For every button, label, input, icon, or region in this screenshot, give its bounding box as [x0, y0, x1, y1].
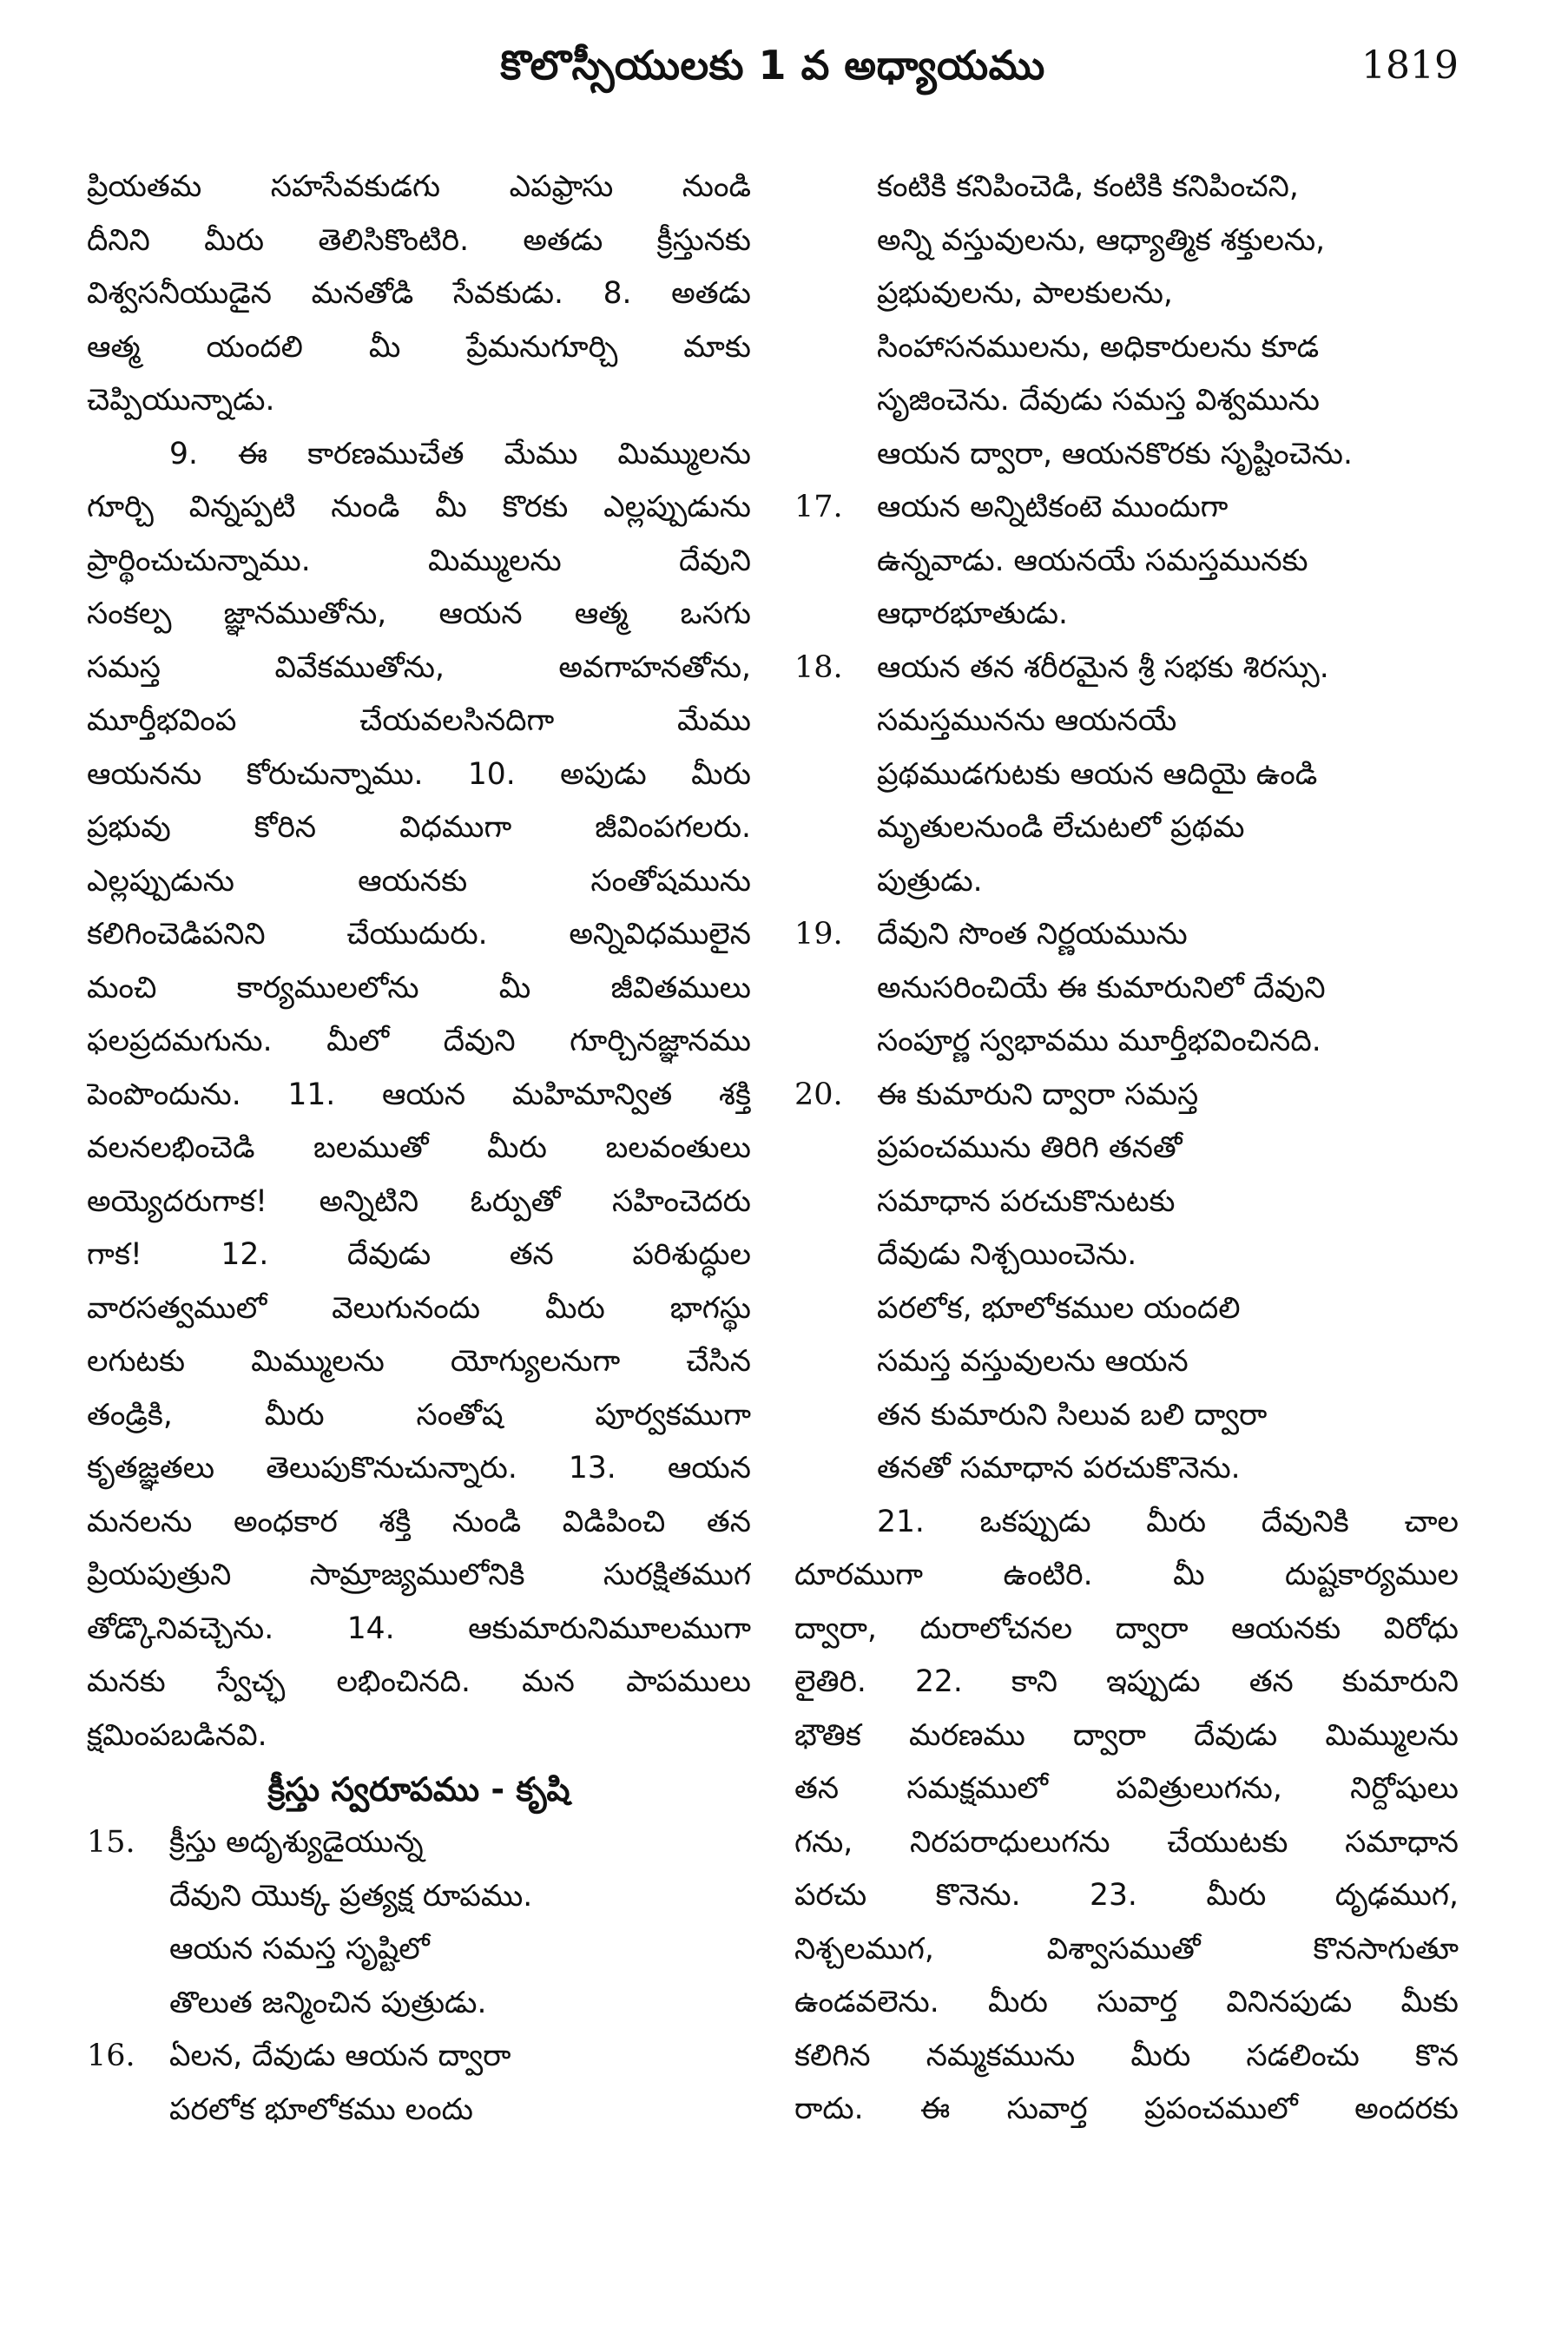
- verse-text: ప్రభువులను, పాలకులను,: [877, 276, 1173, 311]
- text-line: సంకల్ప జ్ఞానముతోను, ఆయన ఆత్మ ఒసగు: [87, 596, 751, 631]
- text-line: అయ్యెదరుగాక! అన్నిటిని ఓర్పుతో సహించెదరు: [87, 1183, 751, 1219]
- verse-text: పరలోక భూలోకము లందు: [169, 2092, 473, 2127]
- verse-line: [794, 908, 1459, 962]
- verse-text: దేవుడు నిశ్చయించెను.: [877, 1237, 1137, 1272]
- text-line: ప్రియపుత్రుని సామ్రాజ్యములోనికి సురక్షితముగ: [87, 1558, 751, 1592]
- verse-text: ఉన్నవాడు. ఆయనయే సమస్తమునకు: [877, 543, 1308, 578]
- verse-line: [87, 1923, 751, 1977]
- text-line: గూర్చి విన్నప్పటి నుండి మీ కొరకు ఎల్లప్పుడును: [87, 490, 751, 524]
- verse-line: [87, 1816, 751, 1870]
- verse-line: [794, 1442, 1459, 1496]
- text-line: 21. ఒకప్పుడు మీరు దేవునికి చాల: [877, 1504, 1459, 1539]
- verse-line: [794, 481, 1459, 535]
- verse-text: తొలుత జన్మించిన పుత్రుడు.: [169, 1985, 487, 2020]
- verse-text: ఆయన తన శరీరమైన శ్రీ సభకు శిరస్సు.: [877, 649, 1329, 685]
- verse-text: పుత్రుడు.: [877, 863, 983, 899]
- text-line: రాదు. ఈ సువార్త ప్రపంచములో అందరకు: [794, 2092, 1459, 2126]
- verse-line: [794, 428, 1459, 482]
- verse-line: [794, 748, 1459, 802]
- text-line: విశ్వసనీయుడైన మనతోడి సేవకుడు. 8. అతడు: [87, 276, 751, 311]
- verse-text: ఆయన ద్వారా, ఆయనకొరకు సృష్టించెను.: [877, 436, 1353, 471]
- verse-text: ఆయన సమస్త సృష్టిలో: [169, 1932, 430, 1967]
- text-line: క్షమింపబడినవి.: [87, 1717, 267, 1753]
- verse-text: ఆధారభూతుడు.: [877, 596, 1069, 631]
- text-line: ఫలప్రదమగును. మీలో దేవుని గూర్చినజ్ఞానము: [87, 1024, 751, 1058]
- text-line: వారసత్వములో వెలుగునందు మీరు భాగస్థు: [87, 1290, 751, 1326]
- text-line: వలనలభించెడి బలముతో మీరు బలవంతులు: [87, 1130, 751, 1165]
- verse-text: సంపూర్ణ స్వభావము మూర్తీభవించినది.: [877, 1024, 1321, 1058]
- text-line: గను, నిరపరాధులుగను చేయుటకు సమాధాన: [794, 1824, 1459, 1860]
- text-line: గాక! 12. దేవుడు తన పరిశుద్ధుల: [87, 1237, 751, 1272]
- text-line: కలిగించెడిపనిని చేయుదురు. అన్నివిధములైన: [87, 917, 751, 952]
- text-line: పెంపొందును. 11. ఆయన మహిమాన్విత శక్తి: [87, 1077, 751, 1112]
- verse-text: దేవుని సొంత నిర్ణయమును: [877, 917, 1188, 952]
- text-line: లగుటకు మిమ్ములను యోగ్యులనుగా చేసిన: [87, 1344, 751, 1379]
- verse-line: [794, 962, 1459, 1016]
- verse-number: 18.: [794, 649, 843, 685]
- verse-text: ఏలన, దేవుడు ఆయన ద్వారా: [169, 2039, 511, 2073]
- text-line: తండ్రికి, మీరు సంతోష పూర్వకముగా: [87, 1397, 751, 1433]
- text-line: పరచు కొనెను. 23. మీరు దృఢముగ,: [794, 1878, 1459, 1913]
- verse-line: [794, 1389, 1459, 1443]
- verse-line: [794, 1229, 1459, 1282]
- verse-text: క్రీస్తు అదృశ్యుడైయున్న: [169, 1825, 424, 1860]
- text-line: ప్రభువు కోరిన విధముగా జీవింపగలరు.: [87, 810, 751, 845]
- verse-text: ఈ కుమారుని ద్వారా సమస్త: [877, 1077, 1199, 1112]
- text-line: 9. ఈ కారణముచేత మేము మిమ్ములను: [169, 436, 751, 471]
- verse-line: [794, 588, 1459, 642]
- text-line: మనకు స్వేచ్ఛ లభించినది. మన పాపములు: [87, 1664, 751, 1699]
- text-line: చెప్పియున్నాడు.: [87, 383, 275, 418]
- verse-line: [794, 1122, 1459, 1176]
- verse-text: ఆయన అన్నిటికంటె ముందుగా: [877, 490, 1229, 524]
- section-heading: క్రీస్తు స్వరూపము - కృషి: [267, 1770, 570, 1808]
- text-line: ప్రార్థించుచున్నాము. మిమ్ములను దేవుని: [87, 543, 751, 578]
- verse-text: సమస్త వస్తువులను ఆయన: [877, 1344, 1189, 1379]
- running-title: కొలొస్సీయులకు 1 వ అధ్యాయము: [500, 42, 1045, 89]
- verse-text: సమస్తమునను ఆయనయే: [877, 703, 1177, 738]
- verse-line: [794, 801, 1459, 855]
- page-number: 1819: [1361, 43, 1459, 88]
- verse-line: [794, 321, 1459, 375]
- verse-text: సింహాసనములను, అధికారులను కూడ: [877, 329, 1320, 365]
- verse-line: [87, 1870, 751, 1924]
- verse-text: తన కుమారుని సిలువ బలి ద్వారా: [877, 1397, 1268, 1433]
- verse-text: దేవుని యొక్క ప్రత్యక్ష రూపము.: [169, 1878, 533, 1914]
- text-line: మంచి కార్యములలోను మీ జీవితములు: [87, 970, 751, 1005]
- right-column: [794, 161, 1459, 2137]
- text-line: దూరముగా ఉంటిరి. మీ దుష్టకార్యముల: [794, 1558, 1459, 1592]
- verse-line: [87, 2084, 751, 2138]
- verse-text: ప్రథముడగుటకు ఆయన ఆదియై ఉండి: [877, 756, 1318, 792]
- verse-number: 19.: [794, 917, 843, 952]
- verse-line: [794, 214, 1459, 268]
- verse-line: [87, 1977, 751, 2031]
- verse-text: పరలోక, భూలోకముల యందలి: [877, 1290, 1241, 1326]
- text-line: ద్వారా, దురాలోచనల ద్వారా ఆయనకు విరోధు: [794, 1611, 1459, 1646]
- text-line: దీనిని మీరు తెలిసికొంటిరి. అతడు క్రీస్తునకు: [87, 222, 751, 258]
- text-line: తన సమక్షములో పవిత్రులుగను, నిర్దోషులు: [794, 1771, 1459, 1806]
- verse-line: [794, 1176, 1459, 1229]
- verse-number: 15.: [87, 1825, 135, 1860]
- text-line: కలిగిన నమ్మకమును మీరు సడలించు కొన: [794, 2038, 1459, 2073]
- verse-line: [794, 855, 1459, 909]
- text-line: ఆత్మ యందలి మీ ప్రేమనుగూర్చి మాకు: [87, 329, 751, 365]
- text-line: భౌతిక మరణము ద్వారా దేవుడు మిమ్ములను: [794, 1717, 1459, 1753]
- verse-text: సమాధాన పరచుకొనుటకు: [877, 1183, 1176, 1219]
- verse-line: [794, 1335, 1459, 1389]
- verse-text: కంటికి కనిపించెడి, కంటికి కనిపించని,: [877, 169, 1299, 204]
- left-column: [87, 161, 751, 2137]
- verse-line: [794, 267, 1459, 321]
- verse-line: [794, 1069, 1459, 1123]
- text-line: మూర్తీభవింప చేయవలసినదిగా మేము: [87, 703, 751, 738]
- verse-number: 20.: [794, 1077, 843, 1112]
- verse-text: అనుసరించియే ఈ కుమారునిలో దేవుని: [877, 970, 1326, 1005]
- verse-line: [794, 642, 1459, 695]
- verse-line: [794, 1015, 1459, 1069]
- page-header: [87, 42, 1459, 104]
- verse-number: 17.: [794, 490, 843, 524]
- verse-text: మృతులనుండి లేచుటలో ప్రథమ: [877, 810, 1245, 845]
- verse-text: తనతో సమాధాన పరచుకొనెను.: [877, 1451, 1241, 1486]
- text-line: ఉండవలెను. మీరు సువార్త వినినపుడు మీకు: [794, 1985, 1459, 2019]
- text-line: సమస్త వివేకముతోను, అవగాహనతోను,: [87, 649, 751, 685]
- verse-number: 16.: [87, 2039, 135, 2073]
- verse-line: [87, 2030, 751, 2084]
- text-line: ప్రియతమ సహసేవకుడగు ఎపఫ్రాసు నుండి: [87, 169, 751, 204]
- verse-line: [794, 161, 1459, 214]
- text-line: లైతిరి. 22. కాని ఇప్పుడు తన కుమారుని: [794, 1664, 1459, 1699]
- text-line: ఎల్లప్పుడును ఆయనకు సంతోషమును: [87, 863, 751, 899]
- verse-line: [794, 374, 1459, 428]
- text-line: కృతజ్ఞతలు తెలుపుకొనుచున్నారు. 13. ఆయన: [87, 1451, 751, 1486]
- verse-text: సృజించెను. దేవుడు సమస్త విశ్వమును: [877, 383, 1320, 418]
- text-line: తోడ్కొనివచ్చెను. 14. ఆకుమారునిమూలముగా: [87, 1611, 751, 1646]
- verse-line: [794, 535, 1459, 589]
- verse-text: ప్రపంచమును తిరిగి తనతో: [877, 1130, 1183, 1165]
- verse-line: [794, 1282, 1459, 1336]
- text-line: మనలను అంధకార శక్తి నుండి విడిపించి తన: [87, 1504, 751, 1539]
- verse-text: అన్ని వస్తువులను, ఆధ్యాత్మిక శక్తులను,: [877, 222, 1326, 258]
- verse-line: [794, 695, 1459, 748]
- text-line: నిశ్చలముగ, విశ్వాసముతో కొనసాగుతూ: [794, 1931, 1459, 1967]
- text-line: ఆయనను కోరుచున్నాము. 10. అపుడు మీరు: [87, 756, 751, 792]
